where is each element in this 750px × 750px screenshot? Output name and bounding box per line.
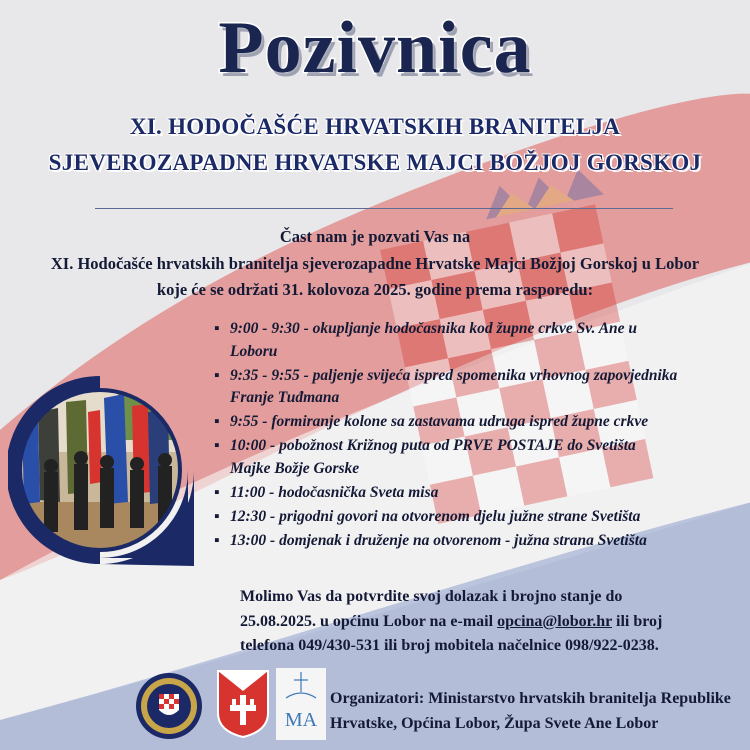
schedule-list [212,318,750,554]
bullet-icon: ▪ [214,437,220,454]
intro-line: koje će se održati 31. kolovoza 2025. godine prema rasporedu: [156,280,594,299]
schedule-item-text: 9:35 - 9:55 - paljenje svijeća ispred spomenika vrhovnog zapovjednika [230,366,678,384]
event-title-line-2: SJEVEROZAPADNE HRVATSKE MAJCI BOŽJOJ GORSKOJ [48,150,702,175]
rsvp-line: Molimo Vas da potvrdite svoj dolazak i brojno stanje do [240,588,623,605]
schedule-item [212,365,750,410]
rsvp-line [240,610,740,635]
schedule-item-text-cont: Loboru [230,342,278,360]
parish-marian-monogram-icon [276,668,326,740]
bullet-icon: ▪ [214,413,220,430]
monogram-text: MA [284,709,318,731]
intro-line: XI. Hodočašće hrvatskih branitelja sjeverozapadne Hrvatske Majci Božjoj Gorskoj u Lobor [50,253,700,273]
rsvp-line-text: ili broj [612,612,663,630]
organizers-line: Organizatori: Ministarstvo hrvatskih branitelja Republike [330,690,731,707]
email-link[interactable]: opcina@lobor.hr [497,612,612,630]
schedule-item [212,435,750,480]
bullet-icon: ▪ [214,507,220,525]
bullet-icon: ▪ [214,320,220,337]
schedule-item-text-cont: Majke Božje Gorske [230,459,360,477]
bullet-icon: ▪ [214,483,220,501]
divider [95,208,673,209]
event-title-line-1: XI. HODOČAŠĆE HRVATSKIH BRANITELJA [129,114,621,139]
rsvp-text [240,585,740,659]
organizers-text [330,686,750,736]
schedule-item [212,506,750,529]
page-title: Pozivnica [218,7,532,89]
rsvp-line: telefona 049/430-531 ili broj mobitela načelnice 098/922-0238. [240,637,659,654]
bullet-icon: ▪ [214,531,220,549]
schedule-item-text: 9:55 - formiranje kolone sa zastavama udruga ispred župne crkve [230,413,649,430]
lobor-coat-of-arms-icon [216,669,270,739]
schedule-item [212,318,750,363]
schedule-item [212,411,750,434]
invitation-intro [0,224,750,304]
location-pin-photo [8,352,200,568]
schedule-item-text: 13:00 - domjenak i druženje na otvorenom - južna strana Svetišta [230,531,647,549]
schedule-item-text: 11:00 - hodočasnička Sveta misa [230,483,439,501]
schedule-item [212,482,750,505]
schedule-item-text-cont: Franje Tuđmana [230,389,340,406]
ministry-seal-icon [135,672,203,740]
schedule-item [212,530,750,553]
schedule-item-text: 9:00 - 9:30 - okupljanje hodočasnika kod župne crkve Sv. Ane u [230,320,638,337]
organizers-line: Hrvatske, Općina Lobor, Župa Svete Ane Lobor [330,715,659,732]
rsvp-line-text: 25.08.2025. u općinu Lobor na e-mail [240,612,498,630]
schedule-item-text: 10:00 - pobožnost Križnog puta od PRVE POSTAJE do Svetišta [230,437,636,454]
bullet-icon: ▪ [214,366,220,384]
schedule-item-text: 12:30 - prigodni govori na otvorenom djelu južne strane Svetišta [230,507,641,525]
intro-line: Čast nam je pozvati Vas na [279,227,471,246]
